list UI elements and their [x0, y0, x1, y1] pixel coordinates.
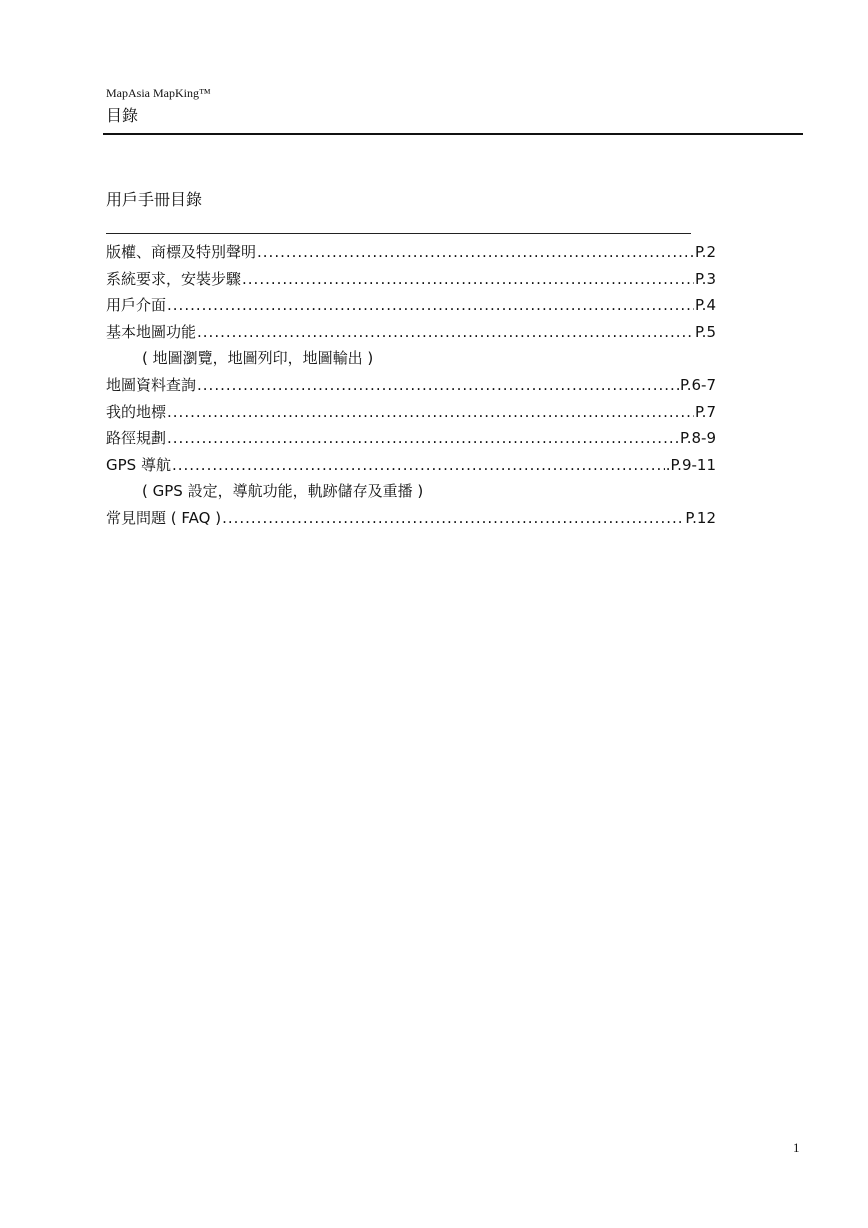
toc-leader-dots [197, 321, 694, 343]
toc-entry-page: .P.9-11 [665, 455, 716, 474]
toc-title: 用戶手冊目錄 [106, 190, 203, 209]
section-title: 目錄 [106, 106, 139, 125]
toc-entry-gps-navigation[interactable] [106, 454, 716, 481]
toc-entry-page: P.7 [694, 402, 716, 421]
toc-entry-page: P.3 [694, 269, 716, 288]
table-of-contents [106, 241, 716, 534]
toc-entry-label: 路徑規劃 [106, 429, 167, 448]
toc-leader-dots [167, 401, 694, 423]
toc-subentry-basic-map: ( 地圖瀏覽，地圖列印，地圖輸出 ) [142, 349, 374, 368]
toc-leader-dots [197, 374, 679, 396]
toc-leader-dots [257, 241, 694, 263]
toc-entry-basic-map[interactable] [106, 321, 716, 348]
toc-entry-label: 地圖資料查詢 [106, 375, 197, 394]
toc-entry-page: P.2 [694, 243, 716, 261]
toc-entry-label: 版權、商標及特別聲明 [106, 243, 257, 261]
toc-leader-dots [167, 294, 694, 316]
toc-entry-page: P.5 [694, 322, 716, 341]
toc-entry-label: 系統要求，安裝步驟 [106, 269, 242, 288]
toc-leader-dots [222, 507, 684, 529]
toc-entry-page: P.4 [694, 296, 716, 315]
toc-entry-label: 我的地標 [106, 402, 167, 421]
toc-entry-requirements[interactable] [106, 268, 716, 295]
toc-leader-dots [167, 427, 679, 449]
toc-entry-faq[interactable] [106, 507, 716, 534]
toc-entry-label: 基本地圖功能 [106, 322, 197, 341]
header-divider [103, 133, 803, 135]
toc-entry-page: P.6-7 [680, 375, 716, 394]
toc-entry-label: 常見問題 ( FAQ ) [106, 508, 222, 527]
toc-entry-landmarks[interactable] [106, 401, 716, 428]
brand-name: MapAsia MapKing™ [106, 86, 211, 100]
toc-entry-interface[interactable] [106, 294, 716, 321]
toc-subentry-gps: ( GPS 設定，導航功能，軌跡儲存及重播 ) [142, 482, 424, 501]
page-number: 1 [793, 1140, 800, 1155]
toc-entry-route-planning[interactable] [106, 427, 716, 454]
toc-entry-label: GPS 導航 [106, 455, 171, 474]
toc-divider [106, 233, 691, 234]
toc-entry-page: P.12 [685, 508, 716, 527]
toc-entry-copyright[interactable] [106, 241, 716, 268]
toc-entry-map-query[interactable] [106, 374, 716, 401]
toc-entry-label: 用戶介面 [106, 296, 167, 315]
toc-entry-page: P.8-9 [680, 429, 716, 448]
toc-leader-dots [172, 454, 665, 476]
toc-leader-dots [242, 268, 694, 290]
